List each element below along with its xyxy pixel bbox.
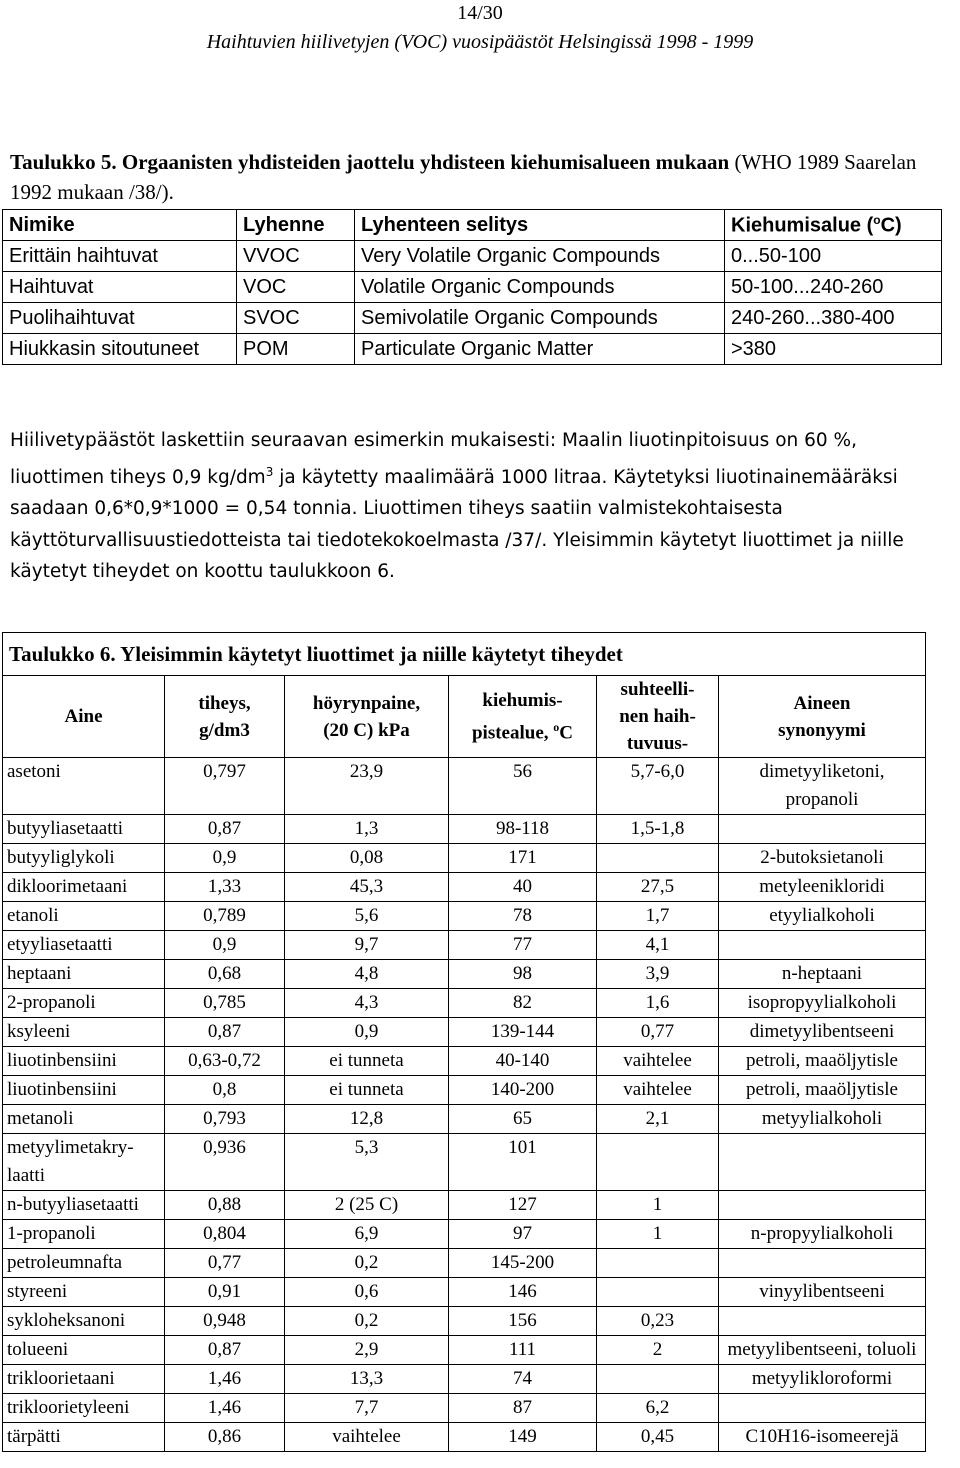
table6-cell: 0,77 [597, 1018, 719, 1047]
table6-cell: metyleenikloridi [719, 873, 926, 902]
table5-row [3, 334, 942, 365]
table6-row [3, 1191, 926, 1220]
table6-cell: petroleumnafta [3, 1249, 165, 1278]
table5-header-text: Kiehumisalue ( [731, 214, 874, 237]
table5-cell: Particulate Organic Matter [355, 334, 725, 365]
table5-header-row [3, 210, 942, 241]
table6-header-tiheys [165, 676, 285, 758]
table6-cell: metyylialkoholi [719, 1105, 926, 1134]
table6-cell: etanoli [3, 902, 165, 931]
table6-cell: 98-118 [449, 815, 597, 844]
table6-cell: C10H16-isomeerejä [719, 1423, 926, 1452]
table6-cell [597, 844, 719, 873]
table6-cell: 139-144 [449, 1018, 597, 1047]
table6-cell: butyyliasetaatti [3, 815, 165, 844]
table6-cell: 5,7-6,0 [597, 758, 719, 815]
degree-sup: o [873, 212, 881, 227]
table6-row [3, 1336, 926, 1365]
table6-cell [719, 1307, 926, 1336]
table6-row [3, 960, 926, 989]
table6-cell: 0,804 [165, 1220, 285, 1249]
header-text: höyrynpaine, [312, 692, 421, 714]
table6-cell: 0,91 [165, 1278, 285, 1307]
table5-cell: Semivolatile Organic Compounds [355, 303, 725, 334]
header-text: tiheys, [198, 692, 251, 714]
table5-cell: Volatile Organic Compounds [355, 272, 725, 303]
paragraph-sup: 3 [265, 464, 274, 479]
table6-cell: 0,87 [165, 815, 285, 844]
table6-row [3, 1076, 926, 1105]
table6-cell: 2,1 [597, 1105, 719, 1134]
table6-cell: vaihtelee [597, 1047, 719, 1076]
table6-cell: ei tunneta [285, 1076, 449, 1105]
header-text: kiehumis- [482, 689, 563, 711]
table6-cell: etyyliasetaatti [3, 931, 165, 960]
header-text: tuvuus- [626, 733, 689, 754]
table6-cell: 1,3 [285, 815, 449, 844]
table6-cell: 0,87 [165, 1336, 285, 1365]
table6-row [3, 815, 926, 844]
table6-row [3, 1134, 926, 1191]
table6-header-kiehumis [449, 676, 597, 758]
table5-cell: Very Volatile Organic Compounds [355, 241, 725, 272]
table6-cell: 0,68 [165, 960, 285, 989]
table6-cell: dikloorimetaani [3, 873, 165, 902]
table5-header-cell: Nimike [3, 210, 237, 241]
table5-cell: Erittäin haihtuvat [3, 241, 237, 272]
paragraph-text: Hiilivetypäästöt laskettiin seuraavan esimerkin mukaisesti: Maalin liuotinpitoisuus on 60 %, liuottimen tiheys 0,9 kg/dm [10, 430, 857, 488]
table6-cell: 127 [449, 1191, 597, 1220]
table6-cell: 0,87 [165, 1018, 285, 1047]
table5-caption-bold: Taulukko 5. Orgaanisten yhdisteiden jaottelu yhdisteen kiehumisalueen mukaan [10, 150, 730, 174]
table6-cell: 2 (25 C) [285, 1191, 449, 1220]
table6-cell: asetoni [3, 758, 165, 815]
table5-cell: 50-100...240-260 [725, 272, 942, 303]
header-text: Aineen [793, 692, 851, 714]
table5-cell: 240-260...380-400 [725, 303, 942, 334]
table6-cell: 0,6 [285, 1278, 449, 1307]
table6-cell: 7,7 [285, 1394, 449, 1423]
table6-cell: 4,1 [597, 931, 719, 960]
table6-cell: 56 [449, 758, 597, 815]
table6-cell [597, 1278, 719, 1307]
table6-header-hoyrynpaine [285, 676, 449, 758]
table5-header-cell: Lyhenteen selitys [355, 210, 725, 241]
table6-cell: 2 [597, 1336, 719, 1365]
table6-cell: 27,5 [597, 873, 719, 902]
table6-row [3, 844, 926, 873]
table6-cell: 6,9 [285, 1220, 449, 1249]
table6-cell: 0,9 [165, 844, 285, 873]
header-text: suhteelli- [620, 679, 695, 700]
table6-cell: 2,9 [285, 1336, 449, 1365]
table6-cell: 40 [449, 873, 597, 902]
table6-header-synonyymi [719, 676, 926, 758]
table5-caption-rest: (WHO 1989 Saarelan 1992 mukaan /38/). [10, 150, 917, 204]
table5-cell: >380 [725, 334, 942, 365]
table6-cell: 101 [449, 1134, 597, 1191]
page-number: 14/30 [457, 2, 503, 24]
table6-cell: 0,797 [165, 758, 285, 815]
table6-cell: vaihtelee [285, 1423, 449, 1452]
table6-cell: 2-propanoli [3, 989, 165, 1018]
table6-cell: 6,2 [597, 1394, 719, 1423]
table6-cell: vinyylibentseeni [719, 1278, 926, 1307]
table6-cell: 1,6 [597, 989, 719, 1018]
table5-row [3, 303, 942, 334]
table5-cell: SVOC [237, 303, 355, 334]
table6-cell: 12,8 [285, 1105, 449, 1134]
table5-cell: Puolihaihtuvat [3, 303, 237, 334]
table6-cell: 77 [449, 931, 597, 960]
header-text: nen haih- [619, 706, 696, 727]
document-subtitle: Haihtuvien hiilivetyjen (VOC) vuosipäästöt Helsingissä 1998 - 1999 [206, 31, 754, 53]
table6-cell: 82 [449, 989, 597, 1018]
table6-cell: 0,793 [165, 1105, 285, 1134]
table6-cell: 5,6 [285, 902, 449, 931]
table6-row [3, 1220, 926, 1249]
table6-row [3, 1307, 926, 1336]
table6-cell: dimetyyliketoni, propanoli [719, 758, 926, 815]
table6-cell: 1-propanoli [3, 1220, 165, 1249]
table6-cell: 2-butoksietanoli [719, 844, 926, 873]
table6-cell: ei tunneta [285, 1047, 449, 1076]
table6-cell: 111 [449, 1336, 597, 1365]
table6-cell: n-heptaani [719, 960, 926, 989]
table6-cell: 0,936 [165, 1134, 285, 1191]
table6-row [3, 1249, 926, 1278]
table5-cell: VVOC [237, 241, 355, 272]
table6-cell: 0,88 [165, 1191, 285, 1220]
table6-cell [719, 1134, 926, 1191]
table6-cell: 146 [449, 1278, 597, 1307]
table6-cell: 1,46 [165, 1365, 285, 1394]
table6-row [3, 1047, 926, 1076]
table6-cell: 74 [449, 1365, 597, 1394]
table6-cell [719, 1191, 926, 1220]
table6-row [3, 1423, 926, 1452]
table6-cell: tolueeni [3, 1336, 165, 1365]
table6-cell: 0,2 [285, 1307, 449, 1336]
table6-cell: metanoli [3, 1105, 165, 1134]
table6-row [3, 1365, 926, 1394]
table6-cell: 145-200 [449, 1249, 597, 1278]
body-paragraph [10, 425, 940, 588]
table6-cell: metyylibentseeni, toluoli [719, 1336, 926, 1365]
table6-cell [719, 815, 926, 844]
table6-cell: styreeni [3, 1278, 165, 1307]
table5-header-text: C) [880, 214, 902, 237]
table6-cell: 1,7 [597, 902, 719, 931]
table6-header-haihtuvuus [597, 676, 719, 758]
table5 [2, 209, 942, 365]
table6-header-aine [3, 676, 165, 758]
table6-cell: 45,3 [285, 873, 449, 902]
paragraph-text: ja käytetty maalimäärä 1000 litraa. Käytetyksi liuotinainemääräksi saadaan 0,6*0,9*1000 = 0,54 tonnia. Liuottimen tiheys saatiin valmistekohtaisesta käyttöturvallisuustiedotteista tai tiedotekokoelmasta /37/. Yleisimmin käytetyt liuottimet ja niille käytetyt tiheydet on koottu taulukkoon 6. [10, 466, 904, 583]
table5-header-cell [725, 210, 942, 241]
table6-cell: 40-140 [449, 1047, 597, 1076]
table6-cell: 0,948 [165, 1307, 285, 1336]
table6-row [3, 1394, 926, 1423]
table6-cell: 0,9 [285, 1018, 449, 1047]
table6-cell: 98 [449, 960, 597, 989]
table6-row [3, 1018, 926, 1047]
table6-cell: etyylialkoholi [719, 902, 926, 931]
table6-cell: heptaani [3, 960, 165, 989]
table6-cell: petroli, maaöljytisle [719, 1047, 926, 1076]
table6-cell: 78 [449, 902, 597, 931]
header-text: Aine [64, 706, 103, 727]
table6-cell: liuotinbensiini [3, 1047, 165, 1076]
table6-cell: 5,3 [285, 1134, 449, 1191]
table6-header-row [3, 676, 926, 758]
header-text: g/dm3 [199, 719, 250, 741]
table6-cell: trikloorietaani [3, 1365, 165, 1394]
table6-cell: dimetyylibentseeni [719, 1018, 926, 1047]
table6-cell: 1,5-1,8 [597, 815, 719, 844]
table5-cell: Hiukkasin sitoutuneet [3, 334, 237, 365]
table6-row [3, 989, 926, 1018]
table6-cell: 0,63-0,72 [165, 1047, 285, 1076]
table6-cell [597, 1249, 719, 1278]
table6-cell: 171 [449, 844, 597, 873]
table6-row [3, 758, 926, 815]
table6-cell [597, 1365, 719, 1394]
table6-cell [597, 1134, 719, 1191]
table6-cell: petroli, maaöljytisle [719, 1076, 926, 1105]
table6-cell: 1,46 [165, 1394, 285, 1423]
table5-row [3, 241, 942, 272]
table5-caption [10, 147, 940, 207]
table6-cell: 0,86 [165, 1423, 285, 1452]
table6-cell: 1 [597, 1220, 719, 1249]
table6-title: Taulukko 6. Yleisimmin käytetyt liuottimet ja niille käytetyt tiheydet [3, 633, 926, 676]
table6-cell: 0,9 [165, 931, 285, 960]
table6-cell: 0,45 [597, 1423, 719, 1452]
table6-cell: 9,7 [285, 931, 449, 960]
table5-cell: Haihtuvat [3, 272, 237, 303]
table6-cell: ksyleeni [3, 1018, 165, 1047]
table6-cell: 0,8 [165, 1076, 285, 1105]
table6-cell: 65 [449, 1105, 597, 1134]
table6-cell: sykloheksanoni [3, 1307, 165, 1336]
table6 [2, 632, 926, 1452]
table6-cell: 0,2 [285, 1249, 449, 1278]
table6-row [3, 931, 926, 960]
table6-cell: 4,8 [285, 960, 449, 989]
header-text: synonyymi [778, 719, 866, 741]
table5-cell: 0...50-100 [725, 241, 942, 272]
table5-cell: VOC [237, 272, 355, 303]
table6-cell: vaihtelee [597, 1076, 719, 1105]
table6-cell: metyylikloroformi [719, 1365, 926, 1394]
table6-row [3, 902, 926, 931]
table6-cell: 0,23 [597, 1307, 719, 1336]
header-text: pistealue, [471, 722, 554, 744]
table6-cell: 97 [449, 1220, 597, 1249]
table6-cell: 149 [449, 1423, 597, 1452]
table6-cell: 0,08 [285, 844, 449, 873]
table6-cell: 3,9 [597, 960, 719, 989]
table6-cell: liuotinbensiini [3, 1076, 165, 1105]
table5-header-cell: Lyhenne [237, 210, 355, 241]
header-text: C [559, 722, 573, 744]
table6-cell: n-propyylialkoholi [719, 1220, 926, 1249]
table6-cell: 23,9 [285, 758, 449, 815]
table6-cell: n-butyyliasetaatti [3, 1191, 165, 1220]
degree-sup: o [553, 719, 560, 734]
table6-cell: 13,3 [285, 1365, 449, 1394]
table6-cell: 1,33 [165, 873, 285, 902]
table5-cell: POM [237, 334, 355, 365]
table6-cell: 156 [449, 1307, 597, 1336]
table5-row [3, 272, 942, 303]
table6-cell [719, 931, 926, 960]
table6-cell: 140-200 [449, 1076, 597, 1105]
table6-cell: butyyliglykoli [3, 844, 165, 873]
table6-cell: 1 [597, 1191, 719, 1220]
table6-cell: trikloorietyleeni [3, 1394, 165, 1423]
table6-row [3, 1278, 926, 1307]
table6-cell: 4,3 [285, 989, 449, 1018]
table6-cell: isopropyylialkoholi [719, 989, 926, 1018]
table6-row [3, 873, 926, 902]
table6-cell: 0,789 [165, 902, 285, 931]
table6-cell: tärpätti [3, 1423, 165, 1452]
table6-cell: 87 [449, 1394, 597, 1423]
table6-cell: metyylimetakry-laatti [3, 1134, 165, 1191]
table6-cell: 0,785 [165, 989, 285, 1018]
table6-row [3, 1105, 926, 1134]
header-text: (20 C) kPa [323, 719, 410, 741]
table6-cell: 0,77 [165, 1249, 285, 1278]
table6-cell [719, 1249, 926, 1278]
table6-cell [719, 1394, 926, 1423]
